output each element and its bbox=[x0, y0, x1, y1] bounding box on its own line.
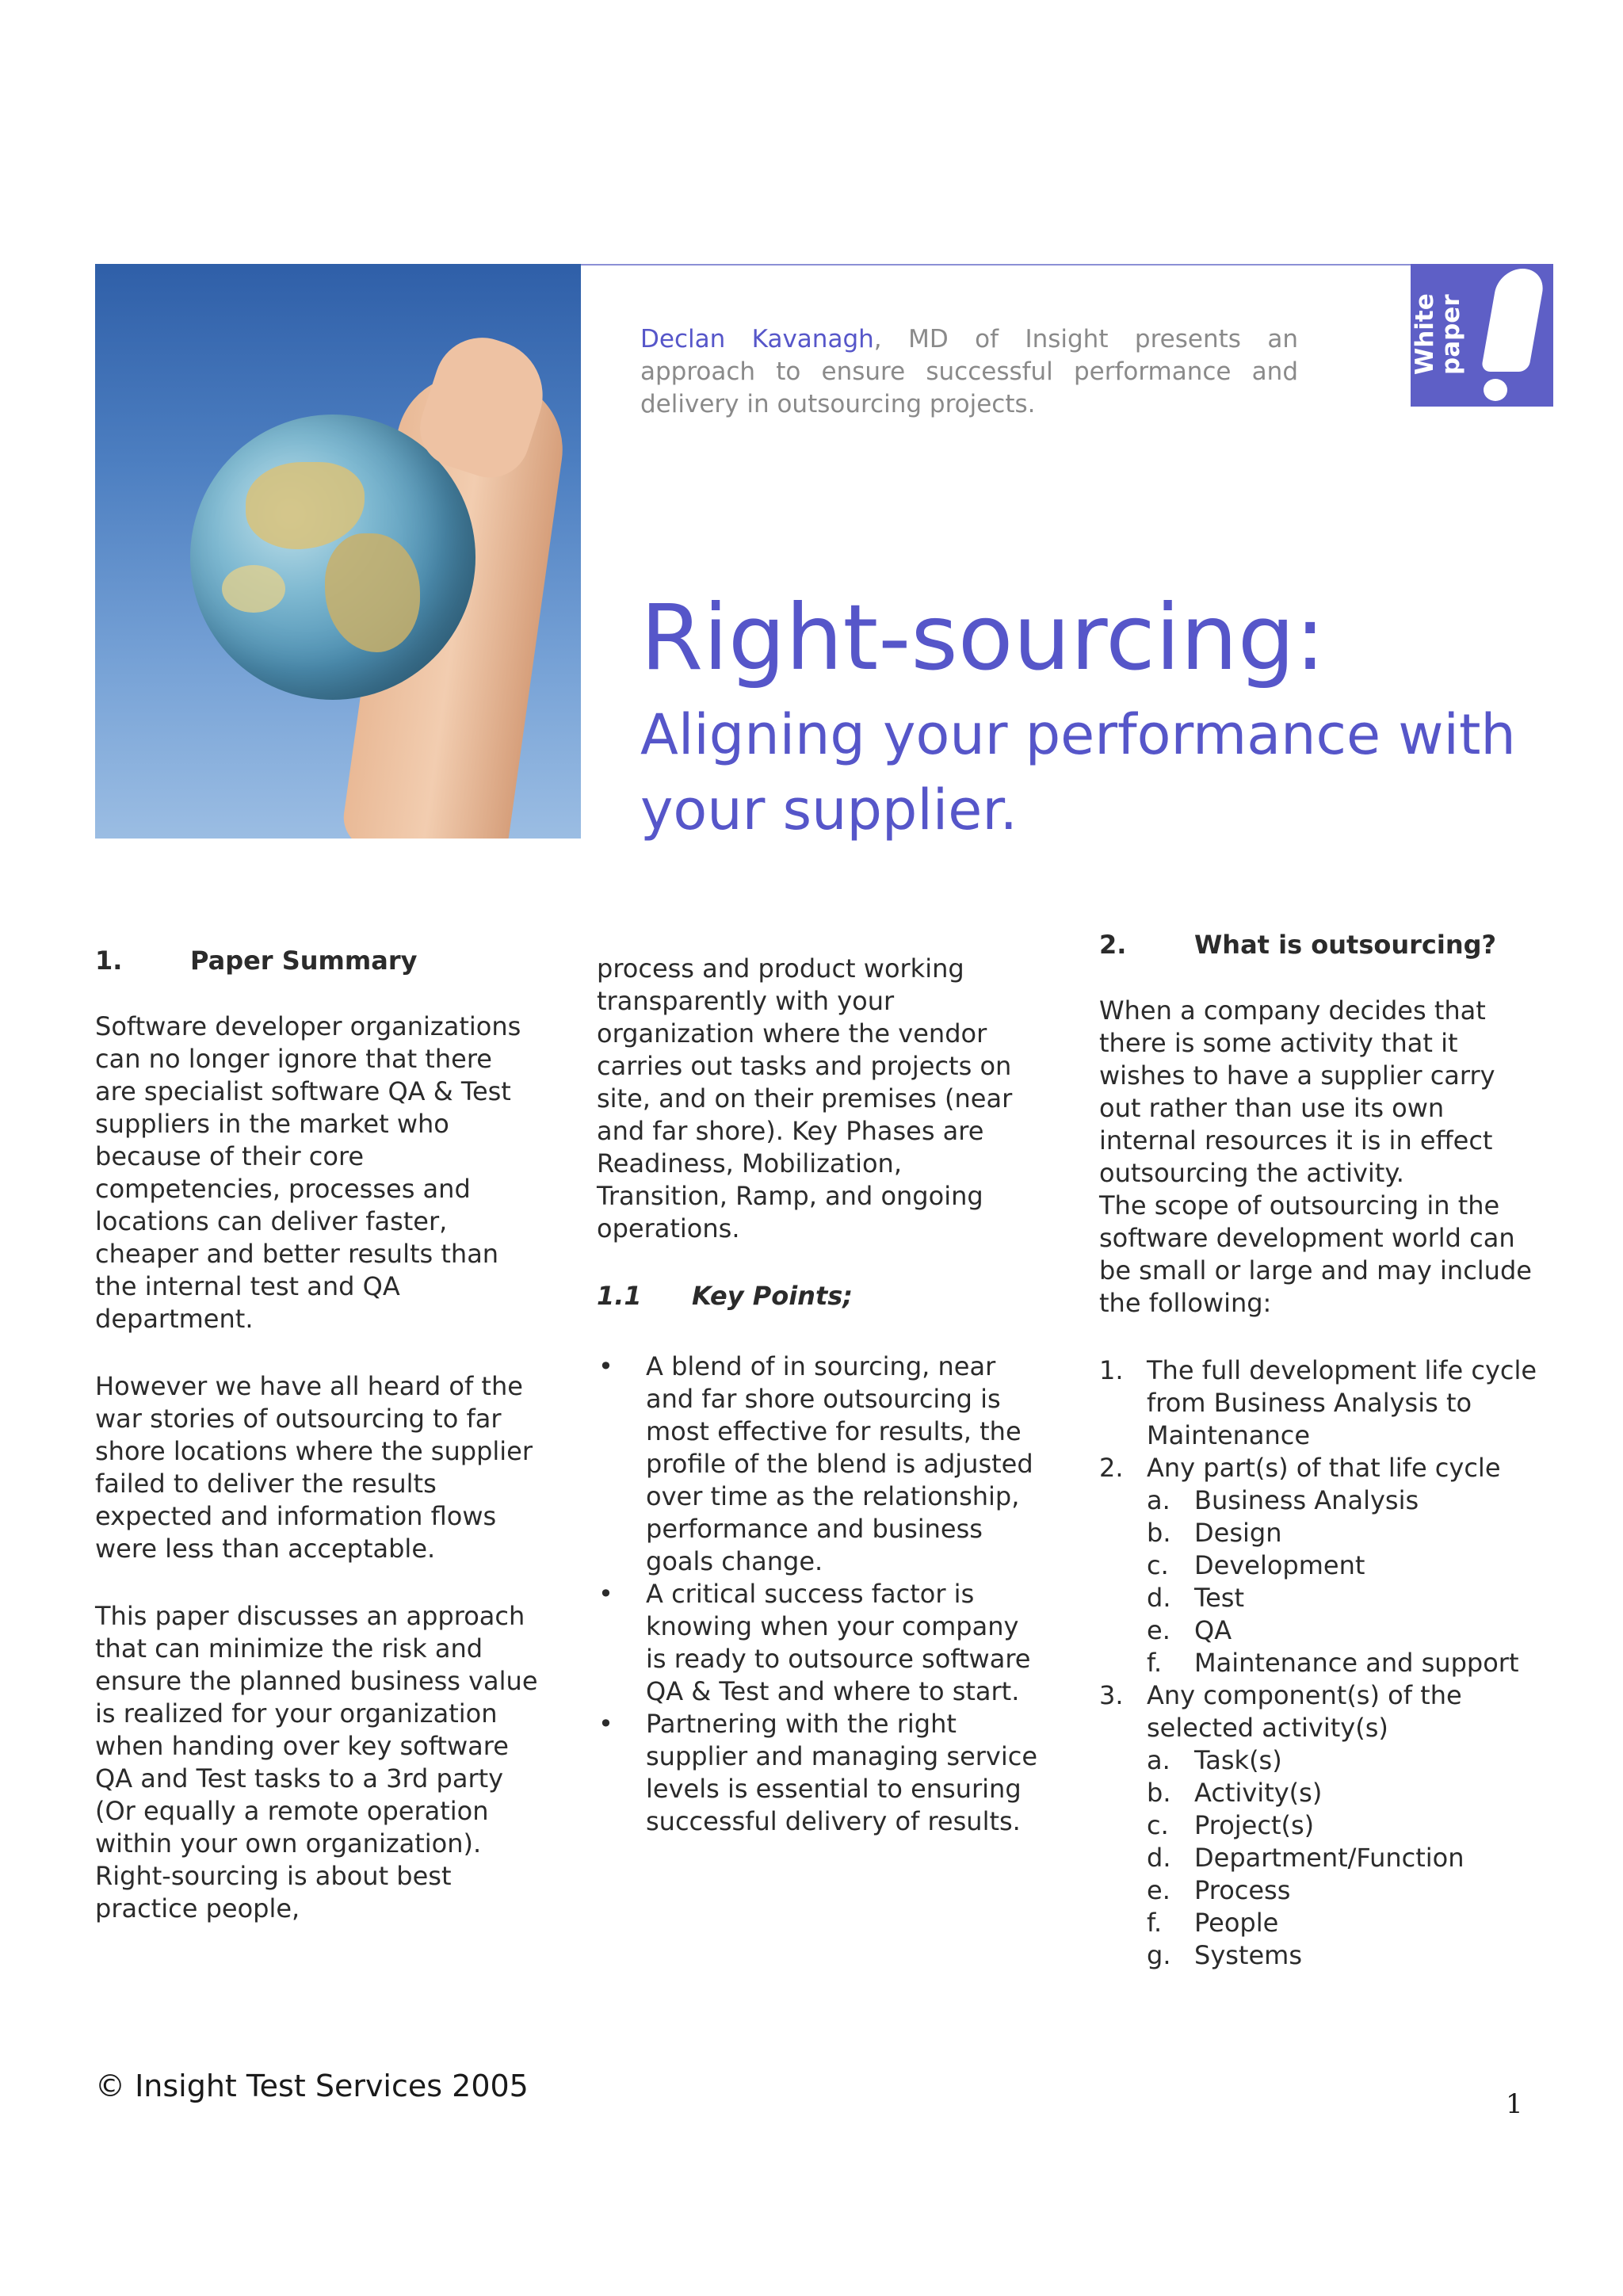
sub-list-letter: d. bbox=[1147, 1843, 1171, 1873]
summary-paragraph-3: This paper discusses an approach that can minimize the risk and ensure the planned business value is realized for your organization when handing over key software QA and Test tasks to a 3rd party (Or equally a remote operation within your own organization). Right-sourcing is about best practice people, bbox=[95, 1601, 538, 1924]
sub-list-text: Project(s) bbox=[1194, 1810, 1315, 1840]
sub-list bbox=[1147, 1484, 1543, 1679]
sub-list-item bbox=[1147, 1484, 1543, 1517]
sub-list-item bbox=[1147, 1582, 1543, 1614]
section-heading-key-points bbox=[597, 1280, 1041, 1312]
section-number: 1.1 bbox=[597, 1281, 642, 1311]
sub-list-letter: e. bbox=[1147, 1615, 1170, 1645]
list-text: Any part(s) of that life cycle bbox=[1147, 1453, 1501, 1483]
section-heading-summary bbox=[95, 945, 539, 977]
list-number: 2. bbox=[1099, 1453, 1124, 1483]
sub-list-letter: d. bbox=[1147, 1583, 1171, 1613]
list-number: 1. bbox=[1099, 1355, 1124, 1385]
badge-text-white: White bbox=[1411, 293, 1439, 375]
column-2 bbox=[597, 953, 1041, 1838]
sub-list-text: Task(s) bbox=[1194, 1745, 1282, 1775]
sub-list-letter: f. bbox=[1147, 1908, 1163, 1938]
page-number: 1 bbox=[1506, 2088, 1523, 2120]
list-text: Any component(s) of the selected activity(s) bbox=[1147, 1680, 1462, 1743]
byline bbox=[640, 323, 1298, 421]
sub-list-text: Systems bbox=[1194, 1940, 1302, 1970]
list-text: The full development life cycle from Business Analysis to Maintenance bbox=[1147, 1355, 1537, 1450]
sub-list-text: Design bbox=[1194, 1518, 1282, 1548]
sub-list-item bbox=[1147, 1874, 1543, 1907]
continued-paragraph: process and product working transparently with your organization where the vendor carries out tasks and projects on site, and on their premises (near and far shore). Key Phases are Readiness, Mobilization, Transition, Ramp, and ongoing operations. bbox=[597, 953, 1013, 1244]
sub-list-item bbox=[1147, 1647, 1543, 1679]
section-number: 2. bbox=[1099, 930, 1127, 960]
white-paper-badge bbox=[1411, 264, 1553, 407]
section-heading-outsourcing bbox=[1099, 929, 1543, 961]
section-title: What is outsourcing? bbox=[1194, 930, 1497, 960]
column-3 bbox=[1099, 929, 1543, 1972]
key-points-list bbox=[597, 1350, 1041, 1838]
list-item bbox=[1099, 1679, 1543, 1972]
sub-list-item bbox=[1147, 1549, 1543, 1582]
sub-list-letter: b. bbox=[1147, 1778, 1171, 1808]
summary-paragraph-2: However we have all heard of the war stories of outsourcing to far shore locations where the supplier failed to deliver the results expected and information flows were less than acceptable. bbox=[95, 1371, 533, 1564]
bullet-text: A critical success factor is knowing when your company is ready to outsource software QA & Test and where to start. bbox=[646, 1579, 1031, 1706]
sub-list-item bbox=[1147, 1907, 1543, 1939]
bullet-text: Partnering with the right supplier and managing service levels is essential to ensuring successful delivery of results. bbox=[646, 1709, 1038, 1836]
sub-list-letter: c. bbox=[1147, 1550, 1169, 1580]
list-item bbox=[597, 1578, 1041, 1708]
list-item bbox=[1099, 1452, 1543, 1679]
sub-list-text: Business Analysis bbox=[1194, 1485, 1419, 1515]
exclamation-dot-icon bbox=[1484, 379, 1507, 401]
sub-list-text: Process bbox=[1194, 1875, 1291, 1905]
section-number: 1. bbox=[95, 946, 123, 976]
sub-list bbox=[1147, 1744, 1543, 1972]
byline-text: , MD of Insight presents an approach to ensure successful performance and delivery in outsourcing projects. bbox=[640, 325, 1298, 418]
outsourcing-scope-list bbox=[1099, 1354, 1543, 1972]
page-subtitle: Aligning your performance with your supplier. bbox=[640, 702, 1516, 842]
page-title: Right-sourcing: bbox=[640, 585, 1326, 690]
sub-list-text: Activity(s) bbox=[1194, 1778, 1323, 1808]
author-name: Declan Kavanagh bbox=[640, 325, 874, 353]
sub-list-letter: a. bbox=[1147, 1485, 1170, 1515]
sub-list-text: Maintenance and support bbox=[1194, 1648, 1519, 1678]
sub-list-item bbox=[1147, 1842, 1543, 1874]
sub-list-text: Department/Function bbox=[1194, 1843, 1465, 1873]
summary-paragraph-1: Software developer organizations can no longer ignore that there are specialist software QA & Test suppliers in the market who because of their core competencies, processes and locations can deliver faster, cheaper and better results than the internal test and QA department. bbox=[95, 1011, 521, 1334]
copyright-footer: © Insight Test Services 2005 bbox=[95, 2069, 529, 2103]
exclamation-icon bbox=[1481, 269, 1547, 372]
sub-list-letter: g. bbox=[1147, 1940, 1171, 1970]
sub-list-item bbox=[1147, 1939, 1543, 1972]
list-item bbox=[597, 1708, 1041, 1838]
sub-list-text: People bbox=[1194, 1908, 1279, 1938]
globe-in-hand-photo bbox=[95, 264, 581, 839]
bullet-text: A blend of in sourcing, near and far shore outsourcing is most effective for results, the profile of the blend is adjusted over time as the relationship, performance and business goals change. bbox=[646, 1351, 1033, 1576]
sub-list-item bbox=[1147, 1614, 1543, 1647]
badge-text-paper: paper bbox=[1437, 294, 1465, 375]
sub-list-item bbox=[1147, 1777, 1543, 1809]
section-title: Key Points; bbox=[692, 1281, 854, 1311]
sub-list-item bbox=[1147, 1517, 1543, 1549]
sub-list-letter: e. bbox=[1147, 1875, 1170, 1905]
sub-list-letter: f. bbox=[1147, 1648, 1163, 1678]
list-number: 3. bbox=[1099, 1680, 1124, 1710]
sub-list-text: Test bbox=[1194, 1583, 1245, 1613]
outsourcing-paragraph-2: The scope of outsourcing in the software development world can be small or large and may include the following: bbox=[1099, 1190, 1532, 1318]
sub-list-item bbox=[1147, 1744, 1543, 1777]
outsourcing-paragraph-1: When a company decides that there is some activity that it wishes to have a supplier carry out rather than use its own internal resources it is in effect outsourcing the activity. bbox=[1099, 995, 1495, 1188]
sub-list-text: Development bbox=[1194, 1550, 1365, 1580]
sub-list-letter: b. bbox=[1147, 1518, 1171, 1548]
list-item bbox=[1099, 1354, 1543, 1452]
bullet-icon: • bbox=[598, 1579, 613, 1609]
sub-list-item bbox=[1147, 1809, 1543, 1842]
badge-text bbox=[1412, 293, 1465, 375]
column-1 bbox=[95, 945, 539, 1925]
list-item bbox=[597, 1350, 1041, 1578]
bullet-icon: • bbox=[598, 1709, 613, 1739]
sub-list-text: QA bbox=[1194, 1615, 1232, 1645]
section-title: Paper Summary bbox=[190, 946, 418, 976]
sub-list-letter: c. bbox=[1147, 1810, 1169, 1840]
bullet-icon: • bbox=[598, 1351, 613, 1381]
sub-list-letter: a. bbox=[1147, 1745, 1170, 1775]
